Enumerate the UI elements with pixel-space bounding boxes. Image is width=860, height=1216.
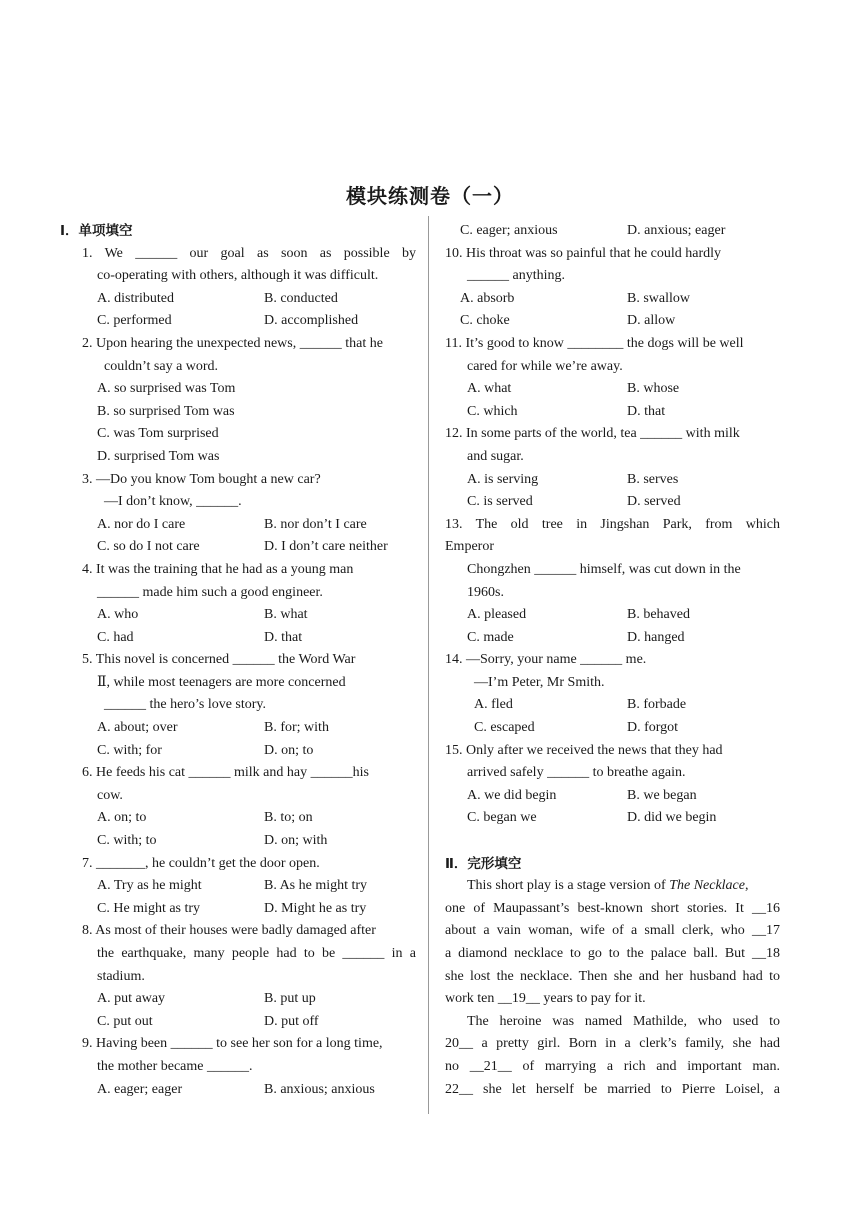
option-text: C. He might as try (97, 900, 201, 916)
option-row (60, 717, 416, 740)
option-text: A. fled (474, 697, 513, 713)
question-line: couldn’t say a word. (104, 358, 219, 374)
question-line (445, 830, 780, 853)
question-line: Chongzhen ______ himself, was cut down in the (467, 561, 741, 577)
question-line: 7. _______, he couldn’t get the door open. (82, 855, 320, 871)
question-line: —I don’t know, ______. (104, 494, 242, 510)
option-text: B. for; with (264, 720, 329, 736)
section-heading: Ⅱ．完形填空 (445, 855, 522, 872)
option-text: B. swallow (627, 290, 690, 306)
option-text: B. forbade (627, 697, 687, 713)
option-text: B. to; on (264, 810, 313, 826)
option-row (445, 785, 780, 808)
question-line: 8. As most of their houses were badly damaged after (82, 923, 376, 939)
option-text: C. made (467, 629, 514, 645)
option-text: A. Try as he might (97, 878, 202, 894)
option-row (60, 830, 416, 853)
option-text: D. on; to (264, 742, 314, 758)
question-line: and sugar. (467, 448, 524, 464)
option-row (60, 807, 416, 830)
question-line: This short play is a stage version of The Necklace, (467, 878, 749, 894)
option-text: C. which (467, 403, 518, 419)
question-line: arrived safely ______ to breathe again. (467, 765, 686, 781)
question-line: 3. —Do you know Tom bought a new car? (82, 471, 321, 487)
option-text: D. anxious; eager (627, 223, 726, 238)
question-line: ______ the hero’s love story. (104, 697, 267, 713)
option-row (445, 491, 780, 514)
option-text: A. nor do I care (97, 516, 186, 532)
option-text: C. escaped (474, 720, 535, 736)
question-line: no __21__ of marrying a rich and important man. (445, 1058, 780, 1074)
question-line: 12. In some parts of the world, tea ______ with milk (445, 426, 740, 442)
option-row (60, 310, 416, 333)
question-line: 11. It’s good to know ________ the dogs will be well (445, 335, 744, 351)
option-text: B. As he might try (264, 878, 368, 894)
option-row (60, 1079, 416, 1102)
option-text: A. about; over (97, 720, 178, 736)
option-text: B. whose (627, 381, 680, 397)
option-text: D. allow (627, 313, 676, 329)
question-line: she lost the necklace. Then she and her husband had to (445, 968, 780, 984)
question-line: cared for while we’re away. (467, 358, 623, 374)
option-row (445, 717, 780, 740)
option-text: C. with; to (97, 833, 157, 849)
right-column (445, 220, 780, 1101)
option-row (60, 875, 416, 898)
question-line: 15. Only after we received the news that they had (445, 742, 723, 758)
question-line: 1. We ______ our goal as soon as possible by (82, 245, 416, 261)
question-line: 9. Having been ______ to see her son for a long time, (82, 1036, 383, 1052)
option-text: B. anxious; anxious (264, 1081, 375, 1097)
question-line: 4. It was the training that he had as a young man (82, 561, 354, 577)
question-line: 22__ she let herself be married to Pierre Loisel, a (445, 1081, 780, 1097)
option-row (60, 536, 416, 559)
option-text: A. we did begin (467, 787, 557, 803)
question-line: A. so surprised was Tom (97, 381, 236, 397)
option-text: B. put up (264, 991, 316, 1007)
option-row (445, 401, 780, 424)
option-text: B. nor don’t I care (264, 516, 367, 532)
question-line: ______ anything. (467, 268, 565, 284)
option-row (60, 740, 416, 763)
option-text: C. choke (460, 313, 510, 329)
page-title: 模块练测卷（一） (346, 184, 514, 208)
option-text: A. on; to (97, 810, 147, 826)
option-text: D. that (264, 629, 303, 645)
option-text: A. pleased (467, 607, 527, 623)
option-row (445, 378, 780, 401)
question-line: about a vain woman, wife of a small clerk, who __17 (445, 923, 780, 939)
option-row (60, 898, 416, 921)
question-line: —I’m Peter, Mr Smith. (474, 674, 605, 690)
option-text: D. served (627, 494, 681, 510)
option-row (445, 694, 780, 717)
question-line: 13. The old tree in Jingshan Park, from which (445, 516, 780, 532)
option-row (60, 288, 416, 311)
question-line: 14. —Sorry, your name ______ me. (445, 652, 647, 668)
option-text: C. began we (467, 810, 537, 826)
option-text: B. serves (627, 471, 679, 487)
option-row (445, 310, 780, 333)
option-text: D. I don’t care neither (264, 539, 388, 555)
column-divider (428, 216, 429, 1114)
option-text: A. absorb (460, 290, 515, 306)
option-row (445, 627, 780, 650)
option-text: D. hanged (627, 629, 685, 645)
question-line: C. was Tom surprised (97, 426, 219, 442)
option-text: C. so do I not care (97, 539, 200, 555)
question-line: the earthquake, many people had to be ______ in a (97, 946, 416, 961)
option-text: A. is serving (467, 471, 539, 487)
option-text: C. eager; anxious (460, 223, 558, 238)
option-text: C. put out (97, 1013, 153, 1029)
option-text: C. performed (97, 313, 172, 329)
option-text: D. forgot (627, 720, 679, 736)
option-text: B. behaved (627, 607, 690, 623)
option-text: A. put away (97, 991, 166, 1007)
option-text: A. eager; eager (97, 1081, 183, 1097)
question-line: 10. His throat was so painful that he could hardly (445, 245, 722, 261)
option-text: D. did we begin (627, 810, 717, 826)
option-text: A. who (97, 607, 139, 623)
question-line: 2. Upon hearing the unexpected news, ______ that he (82, 335, 383, 351)
cloze-passage (445, 875, 780, 1101)
question-line: The heroine was named Mathilde, who used to (467, 1013, 780, 1029)
option-text: D. put off (264, 1013, 319, 1029)
option-text: D. accomplished (264, 313, 359, 329)
question-line: B. so surprised Tom was (97, 403, 235, 419)
option-row (60, 627, 416, 650)
option-row (445, 288, 780, 311)
question-line: 5. This novel is concerned ______ the Word War (82, 652, 356, 668)
question-line: a diamond necklace to go to the palace ball. But __18 (445, 946, 780, 961)
section-heading: Ⅰ．单项填空 (60, 223, 133, 239)
option-row (445, 807, 780, 830)
option-row (60, 514, 416, 537)
question-line: co-operating with others, although it was difficult. (97, 268, 379, 284)
question-line: cow. (97, 787, 123, 803)
option-row (445, 604, 780, 627)
question-line: the mother became ______. (97, 1058, 253, 1074)
option-text: C. with; for (97, 742, 162, 758)
left-column (60, 220, 416, 1101)
option-text: A. distributed (97, 290, 174, 306)
option-row (445, 220, 780, 243)
question-line: work ten __19__ years to pay for it. (445, 991, 646, 1007)
question-line: one of Maupassant’s best-known short stories. It __16 (445, 900, 780, 916)
question-line: 20__ a pretty girl. Born in a clerk’s family, she had (445, 1036, 780, 1052)
question-line: D. surprised Tom was (97, 448, 220, 464)
option-text: A. what (467, 381, 512, 397)
option-row (60, 1011, 416, 1034)
option-text: C. is served (467, 494, 533, 510)
question-line: ______ made him such a good engineer. (97, 584, 323, 600)
option-text: B. conducted (264, 290, 338, 306)
question-line: 1960s. (467, 584, 504, 600)
option-row (60, 988, 416, 1011)
option-row (60, 604, 416, 627)
option-row (445, 469, 780, 492)
option-text: B. what (264, 607, 308, 623)
option-text: D. Might he as try (264, 900, 367, 916)
option-text: C. had (97, 629, 134, 645)
question-line: stadium. (97, 968, 145, 984)
question-line: Ⅱ, while most teenagers are more concerned (97, 674, 346, 690)
option-text: D. that (627, 403, 666, 419)
question-line: 6. He feeds his cat ______ milk and hay ______his (82, 765, 369, 781)
option-text: D. on; with (264, 833, 328, 849)
option-text: B. we began (627, 787, 697, 803)
question-line: Emperor (445, 539, 494, 555)
